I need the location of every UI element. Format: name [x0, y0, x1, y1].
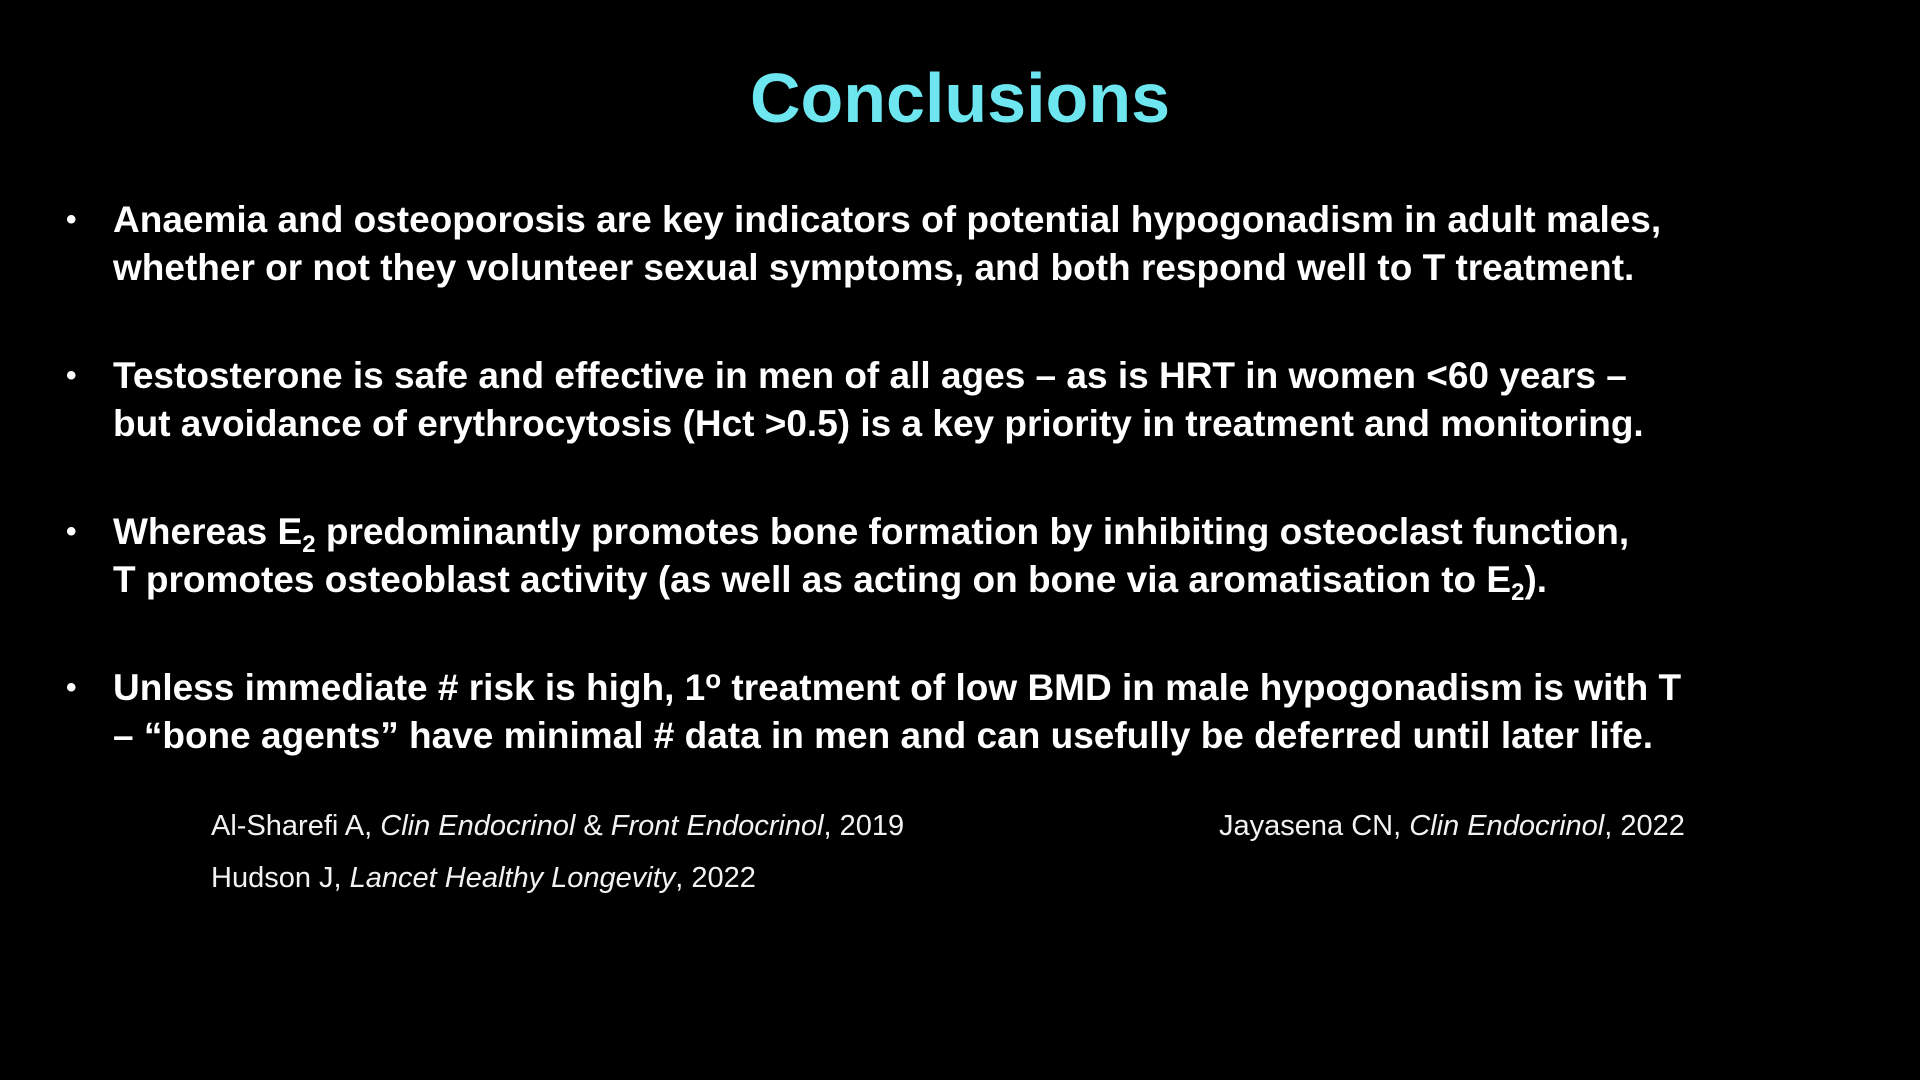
bullet-item — [66, 664, 1826, 760]
ref-joiner: & — [575, 810, 611, 842]
bullet-line: but avoidance of erythrocytosis (Hct >0.5) is a key priority in treatment and monitoring. — [113, 403, 1644, 444]
bullet-line — [113, 664, 1681, 712]
bullet-item — [66, 508, 1826, 604]
ref-year: , 2022 — [1604, 810, 1685, 842]
slide-title: Conclusions — [749, 59, 1171, 137]
bullet-line: whether or not they volunteer sexual symptoms, and both respond well to T treatment. — [113, 247, 1635, 288]
bullet-text — [113, 664, 1681, 760]
bullet-item — [66, 196, 1826, 292]
bullet-line: Anaemia and osteoporosis are key indicators of potential hypogonadism in adult males, — [113, 199, 1662, 240]
bullet-dot: • — [66, 515, 77, 548]
bullet-dot: • — [66, 359, 77, 392]
bullet-line: – “bone agents” have minimal # data in men and can usefully be deferred until later life. — [113, 715, 1654, 756]
bullet-item — [66, 352, 1826, 448]
bullet-dot: • — [66, 203, 77, 236]
ref-journal: Front Endocrinol — [610, 810, 824, 842]
bullet-dot: • — [66, 671, 77, 704]
reference-item — [1219, 808, 1685, 844]
ref-year: , 2019 — [823, 810, 905, 842]
reference-item — [211, 808, 904, 844]
ref-author: Al-Sharefi A, — [211, 810, 381, 842]
ref-journal: Clin Endocrinol — [380, 810, 576, 842]
text-run: T promotes osteoblast activity (as well as acting on bone via aromatisation to E — [113, 559, 1512, 600]
ref-journal: Clin Endocrinol — [1409, 810, 1605, 842]
reference-item — [211, 860, 756, 896]
ref-author: Jayasena CN, — [1219, 810, 1410, 842]
text-run: ). — [1524, 559, 1548, 600]
text-run: Whereas E — [113, 511, 303, 552]
subscript: 2 — [302, 531, 316, 558]
bullet-text — [113, 352, 1644, 448]
ref-author: Hudson J, — [211, 862, 350, 894]
text-run: Unless immediate # risk is high, 1 — [113, 667, 706, 708]
ref-journal: Lancet Healthy Longevity — [349, 862, 676, 894]
text-run: treatment of low BMD in male hypogonadism is with T — [721, 667, 1682, 708]
ref-year: , 2022 — [675, 862, 756, 894]
bullet-text — [113, 196, 1661, 292]
superscript: o — [705, 664, 722, 694]
bullet-line — [113, 508, 1629, 556]
bullet-line — [113, 556, 1629, 604]
bullet-text — [113, 508, 1629, 604]
subscript: 2 — [1511, 579, 1525, 606]
bullet-line: Testosterone is safe and effective in men of all ages – as is HRT in women <60 years – — [113, 355, 1627, 396]
text-run: predominantly promotes bone formation by inhibiting osteoclast function, — [315, 511, 1630, 552]
